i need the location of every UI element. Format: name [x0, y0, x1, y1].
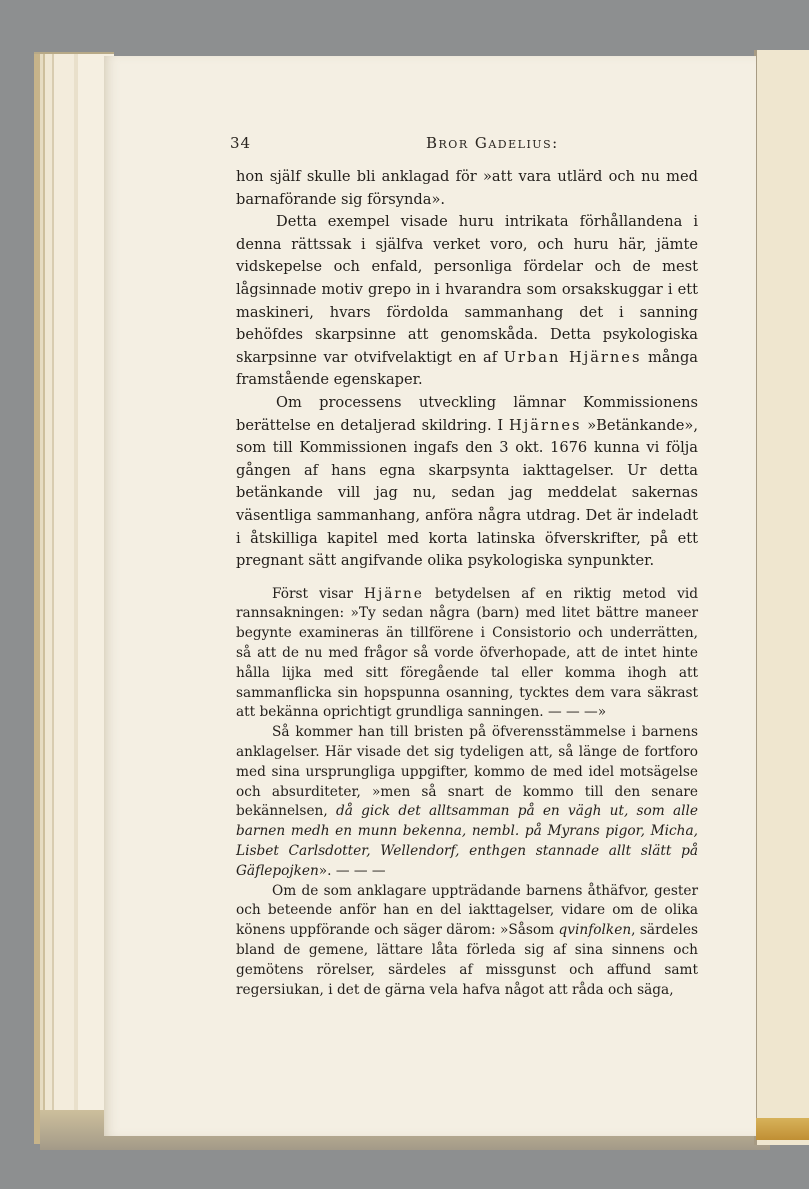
main-text-block [236, 166, 698, 573]
text-run: Först visar [272, 585, 365, 602]
spaced-name: Urban Hjärnes [503, 348, 642, 366]
paragraph [236, 211, 698, 392]
paragraph [236, 585, 698, 724]
book-page-edges [34, 52, 114, 1144]
text-run: , särdeles bland de gemene, lättare låta förleda sig af sina sinnens och gemötens rörelser, särdeles af missgunst och affund samt regersiukan, i det de gärna vela hafva något att råda och säga, [236, 922, 698, 998]
running-title: Bror Gadelius: [426, 134, 559, 152]
text-run: hon själf skulle bli anklagad för »att vara utlärd och nu med barnaförande sig försynda». [236, 168, 698, 208]
text-run: Om processens utveckling lämnar Kommissionens berättelse en detaljerad skildring. I [236, 393, 698, 434]
italic-quote: då gick det alltsamman på en vägh ut, som alle barnen medh en munn bekenna, nembl. på Myrans pigor, Micha, Lisbet Carlsdotter, Wellendorf, enthgen stannade allt slätt på Gäflepojken [236, 803, 698, 879]
page-number: 34 [230, 134, 252, 152]
spaced-name: Hjärne [364, 585, 424, 602]
text-run: många framstående egenskaper. [236, 348, 698, 389]
spaced-name: Hjärnes [509, 416, 582, 434]
page-stain [756, 1118, 809, 1140]
paragraph [236, 723, 698, 881]
text-run: Så kommer han till bristen på öfverensstämmelse i barnens anklagelser. Här visade det sig tydeligen att, så länge de fortforo med sina ursprungliga uppgifter, kommo de med idel motsägelse och absurditeter, »men så snart de kommo till den senare bekännelsen, [236, 724, 698, 820]
facing-page-edge [754, 50, 809, 1145]
running-header [230, 134, 710, 158]
text-run: Om de som anklagare uppträdande barnens åthäfvor, gester och beteende anför han en del iakttagelser, vidare om de olika könens uppförande och säger därom: »Såsom [236, 882, 698, 939]
text-run: Detta exempel visade huru intrikata förhållandena i denna rättssak i själfva verket voro, och huru här, jämte vidskepelse och enfald, personliga fördelar och de mest lågsinnade motiv grepo in i hvarandra som orsakskuggar i ett maskineri, hvars fördolda sammanhang det i sanning behöfdes skarpsinne att genomskåda. Detta psykologiska skarpsinne var otvifvelaktigt en af [236, 213, 698, 366]
text-run: ». — — — [318, 862, 386, 879]
italic-quote: qvinfolken [558, 922, 632, 939]
quotation-block [236, 585, 698, 1001]
text-run: betydelsen af en riktig metod vid rannsakningen: »Ty sedan några (barn) med litet bättre maneer begynte examineras än tillförene i Consistorio och underrätten, så att de nu med frågor så vorde öfverhopade, att de intet hinte hålla lijka med sitt föregående tal eller komma ihogh att sammanflicka sin hopspunna osanning, tycktes dem vara säkrast att bekänna oprichtigt grundliga sanningen. — — —» [236, 585, 698, 721]
paragraph [236, 392, 698, 573]
paragraph [236, 882, 698, 1001]
text-run: »Betänkande», som till Kommissionen ingafs den 3 okt. 1676 kunna vi följa gången af hans egna skarpsynta iakttagelser. Ur detta betänkande vill jag nu, sedan jag meddelat sakernas väsentliga sammanhang, anföra några utdrag. Det är indeladt i åtskilliga kapitel med korta latinska öfverskrifter, på ett pregnant sätt angifvande olika psykologiska synpunkter. [236, 416, 699, 570]
paragraph [236, 166, 698, 211]
body-text [236, 166, 698, 1000]
